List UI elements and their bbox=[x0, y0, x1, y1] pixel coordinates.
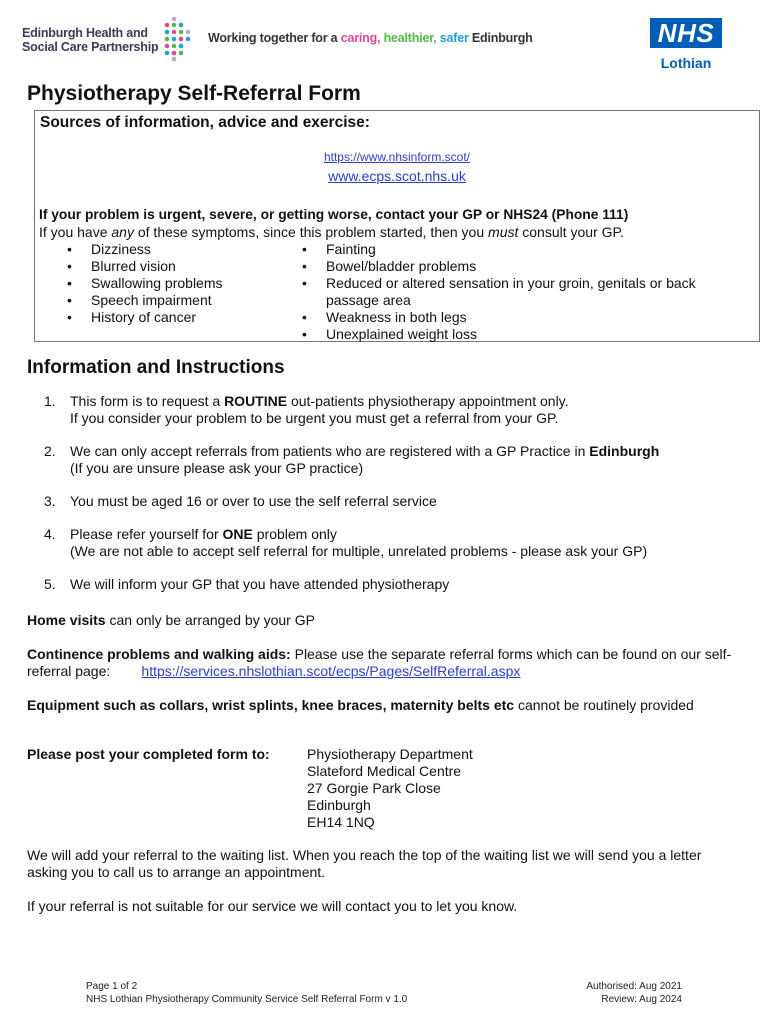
ecps-link[interactable]: www.ecps.scot.nhs.uk bbox=[328, 168, 466, 184]
tagline: Working together for a caring, healthier, safer Edinburgh bbox=[208, 31, 533, 45]
equipment-note: Equipment such as collars, wrist splints, knee braces, maternity belts etc cannot be routinely provided bbox=[27, 697, 694, 713]
nhs-logo-box: NHS bbox=[650, 18, 722, 48]
nhs-lothian-logo bbox=[646, 18, 726, 78]
symptom-item: • Dizziness bbox=[65, 241, 295, 258]
instruction-item: 5. We will inform your GP that you have attended physiotherapy bbox=[44, 576, 450, 592]
nhsinform-link[interactable]: https://www.nhsinform.scot/ bbox=[323, 150, 471, 164]
instruction-item: 3. You must be aged 16 or over to use the self referral service bbox=[44, 493, 437, 509]
info-heading: Information and Instructions bbox=[27, 357, 285, 378]
page-title: Physiotherapy Self-Referral Form bbox=[27, 82, 361, 105]
symptoms-intro: If you have any of these symptoms, since this problem started, then you must consult your GP. bbox=[39, 224, 624, 240]
sources-info-box bbox=[34, 110, 760, 342]
instructions-list bbox=[40, 393, 740, 609]
footer-right bbox=[586, 980, 682, 1006]
footer-left bbox=[86, 980, 407, 1006]
symptom-item: • Bowel/bladder problems bbox=[300, 258, 720, 275]
symptom-item: • History of cancer bbox=[65, 309, 295, 326]
continence-note: Continence problems and walking aids: Please use the separate referral forms which can be found on our self-referral page: https://services.nhslothian.scot/ecps/Pages/SelfReferral.aspx bbox=[27, 646, 732, 679]
form-name: NHS Lothian Physiotherapy Community Service Self Referral Form v 1.0 bbox=[86, 994, 408, 1005]
symptom-item: • Blurred vision bbox=[65, 258, 295, 275]
urgent-warning: If your problem is urgent, severe, or getting worse, contact your GP or NHS24 (Phone 111) bbox=[39, 207, 629, 222]
instruction-item: 4. Please refer yourself for ONE problem only (We are not able to accept self referral for multiple, unrelated problems - please ask your GP) bbox=[44, 526, 648, 559]
not-suitable-note: If your referral is not suitable for our service we will contact you to let you know. bbox=[27, 898, 518, 914]
page-number: Page 1 of 2 bbox=[86, 981, 138, 992]
symptom-item: • Speech impairment bbox=[65, 292, 295, 309]
symptoms-list-right bbox=[300, 241, 720, 343]
authorised-date: Authorised: Aug 2021 bbox=[586, 981, 682, 992]
nhs-region-label: Lothian bbox=[660, 55, 712, 71]
ehscp-dots-logo-icon bbox=[161, 16, 191, 62]
symptom-item: • Reduced or altered sensation in your groin, genitals or back passage area bbox=[300, 275, 720, 309]
ehscp-logo-text: Edinburgh Health and Social Care Partnership bbox=[22, 26, 159, 54]
self-referral-page-link[interactable]: https://services.nhslothian.scot/ecps/Pages/SelfReferral.aspx bbox=[141, 663, 521, 679]
symptom-item: • Fainting bbox=[300, 241, 720, 258]
symptom-item: • Unexplained weight loss bbox=[300, 326, 720, 343]
postal-address: Physiotherapy Department Slateford Medical Centre 27 Gorgie Park Close Edinburgh EH14 1NQ bbox=[307, 746, 473, 830]
symptoms-list-left bbox=[65, 241, 295, 326]
instruction-item: 1. This form is to request a ROUTINE out-patients physiotherapy appointment only. If you consider your problem to be urgent you must get a referral from your GP. bbox=[44, 393, 569, 426]
post-label: Please post your completed form to: bbox=[27, 746, 270, 762]
sources-heading: Sources of information, advice and exercise: bbox=[40, 114, 370, 131]
symptom-item: • Swallowing problems bbox=[65, 275, 295, 292]
home-visits-note: Home visits can only be arranged by your GP bbox=[27, 612, 315, 628]
review-date: Review: Aug 2024 bbox=[601, 994, 682, 1005]
instruction-item: 2. We can only accept referrals from patients who are registered with a GP Practice in Edinburgh (If you are unsure please ask your GP practice) bbox=[44, 443, 660, 476]
page-header bbox=[18, 12, 756, 76]
symptom-item: • Weakness in both legs bbox=[300, 309, 720, 326]
waiting-list-note: We will add your referral to the waiting list. When you reach the top of the waiting list we will send you a letter asking you to call us to arrange an appointment. bbox=[27, 847, 702, 880]
